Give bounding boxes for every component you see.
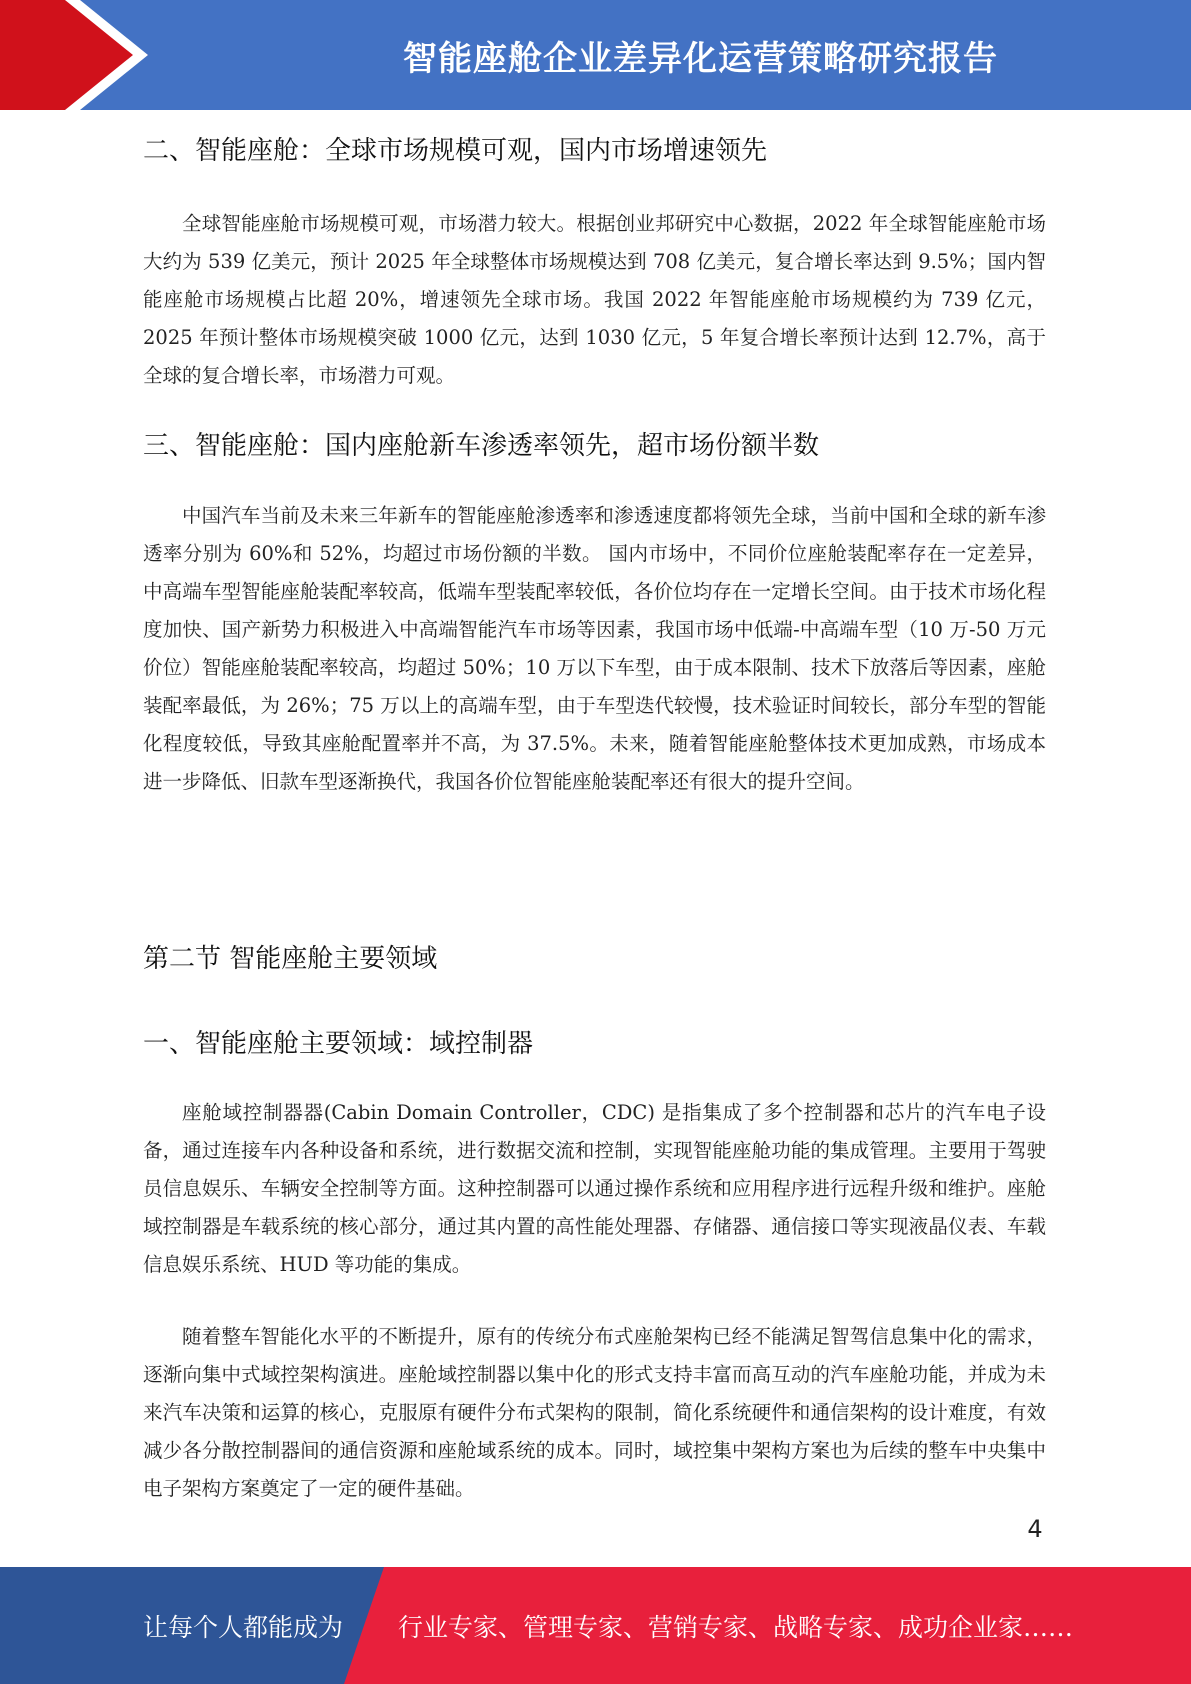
page-footer: [0, 1567, 1191, 1684]
section-heading: 三、智能座舱：国内座舱新车渗透率领先，超市场份额半数: [143, 431, 820, 461]
chapter-heading: 第二节 智能座舱主要领域: [143, 944, 438, 974]
report-title: 智能座舱企业差异化运营策略研究报告: [403, 38, 998, 79]
section-heading: 二、智能座舱：全球市场规模可观，国内市场增速领先: [143, 136, 768, 166]
section-paragraph: 座舱域控制器器(Cabin Domain Controller，CDC) 是指集成了多个控制器和芯片的汽车电子设备，通过连接车内各种设备和系统，进行数据交流和控制，实现智能座舱功能的集成管理。主要用于驾驶员信息娱乐、车辆安全控制等方面。这种控制器可以通过操作系统和应用程序进行远程升级和维护。座舱域控制器是车载系统的核心部分，通过其内置的高性能处理器、存储器、通信接口等实现液晶仪表、车载信息娱乐系统、HUD 等功能的集成。: [143, 1101, 1046, 1276]
page-number: 4: [1027, 1515, 1043, 1543]
footer-slogan-left: 让每个人都能成为: [143, 1612, 344, 1642]
section-paragraph: 随着整车智能化水平的不断提升，原有的传统分布式座舱架构已经不能满足智驾信息集中化的需求，逐渐向集中式域控架构演进。座舱域控制器以集中化的形式支持丰富而高互动的汽车座舱功能，并成为未来汽车决策和运算的核心，克服原有硬件分布式架构的限制，简化系统硬件和通信架构的设计难度，有效减少各分散控制器间的通信资源和座舱域系统的成本。同时，域控集中架构方案也为后续的整车中央集中电子架构方案奠定了一定的硬件基础。: [143, 1325, 1046, 1500]
page-header: [0, 0, 1191, 110]
footer-slogan-right: 行业专家、管理专家、营销专家、战略专家、成功企业家……: [398, 1612, 1074, 1642]
section-paragraph: 全球智能座舱市场规模可观，市场潜力较大。根据创业邦研究中心数据，2022 年全球智能座舱市场大约为 539 亿美元，预计 2025 年全球整体市场规模达到 708 亿美元，复合增长率达到 9.5%；国内智能座舱市场规模占比超 20%，增速领先全球市场。我国 2022 年智能座舱市场规模约为 739 亿元，2025 年预计整体市场规模突破 1000 亿元，达到 1030 亿元，5 年复合增长率预计达到 12.7%，高于全球的复合增长率，市场潜力可观。: [143, 212, 1046, 387]
section-heading: 一、智能座舱主要领域：域控制器: [143, 1029, 534, 1059]
section-paragraph: 中国汽车当前及未来三年新车的智能座舱渗透率和渗透速度都将领先全球，当前中国和全球的新车渗透率分别为 60%和 52%，均超过市场份额的半数。 国内市场中，不同价位座舱装配率存在一定差异，中高端车型智能座舱装配率较高，低端车型装配率较低，各价位均存在一定增长空间。由于技术市场化程度加快、国产新势力积极进入中高端智能汽车市场等因素，我国市场中低端-中高端车型（10 万-50 万元价位）智能座舱装配率较高，均超过 50%；10 万以下车型，由于成本限制、技术下放落后等因素，座舱装配率最低，为 26%；75 万以上的高端车型，由于车型迭代较慢，技术验证时间较长，部分车型的智能化程度较低，导致其座舱配置率并不高，为 37.5%。未来，随着智能座舱整体技术更加成熟，市场成本进一步降低、旧款车型逐渐换代，我国各价位智能座舱装配率还有很大的提升空间。: [143, 504, 1046, 793]
